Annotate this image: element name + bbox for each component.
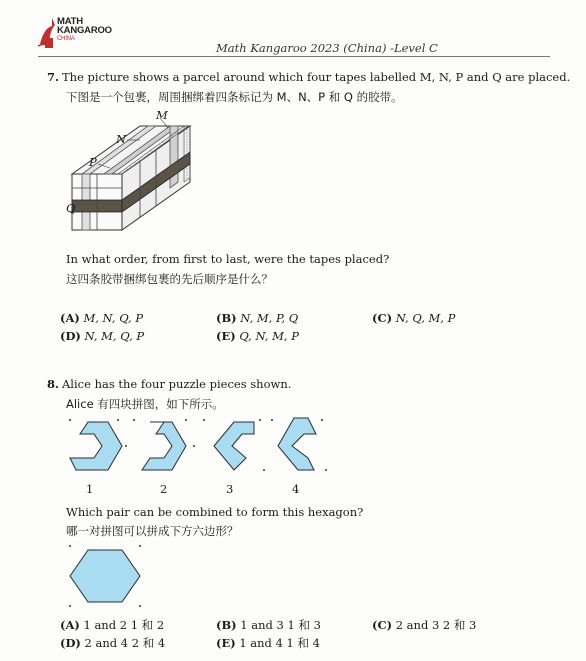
q7-option-c[interactable] bbox=[372, 311, 455, 325]
q8-question-zh: 哪一对拼图可以拼成下方六边形？ bbox=[66, 524, 239, 538]
q7-option-b[interactable] bbox=[216, 311, 298, 325]
option-letter: (B) bbox=[216, 311, 237, 325]
option-letter: (A) bbox=[60, 618, 80, 632]
q7-option-e[interactable] bbox=[216, 329, 299, 343]
q8-number: 8. bbox=[47, 377, 60, 391]
option-text: 1 and 2 1 和 2 bbox=[83, 618, 165, 632]
option-text: N, M, P, Q bbox=[240, 311, 299, 325]
parcel-figure bbox=[60, 108, 200, 236]
option-letter: (D) bbox=[60, 329, 81, 343]
q7-number: 7. bbox=[47, 70, 60, 84]
logo-line-1: MATH bbox=[57, 16, 83, 27]
logo-line-2: KANGAROO bbox=[57, 25, 112, 36]
option-text: 2 and 3 2 和 3 bbox=[395, 618, 477, 632]
puzzle-piece-4 bbox=[278, 418, 316, 470]
logo-line-3: CHINA bbox=[57, 36, 75, 42]
option-letter: (C) bbox=[372, 618, 393, 632]
q8-text-en: Alice has the four puzzle pieces shown. bbox=[62, 377, 292, 391]
q8-option-c[interactable] bbox=[372, 617, 476, 633]
logo-wordmark bbox=[57, 17, 112, 44]
option-text: 1 and 3 1 和 3 bbox=[240, 618, 321, 632]
option-text: 2 and 4 2 和 4 bbox=[84, 636, 166, 650]
q7-option-d[interactable] bbox=[60, 329, 144, 343]
option-letter: (A) bbox=[60, 311, 80, 325]
option-letter: (D) bbox=[60, 636, 81, 650]
option-letter: (E) bbox=[216, 329, 236, 343]
header-rule bbox=[38, 56, 550, 57]
label-q: Q bbox=[66, 201, 76, 215]
piece-label-3: 3 bbox=[226, 482, 234, 496]
q7-option-a[interactable] bbox=[60, 311, 143, 325]
label-p: P bbox=[89, 155, 97, 169]
option-text: 1 and 4 1 和 4 bbox=[239, 636, 320, 650]
option-text: M, N, Q, P bbox=[83, 311, 144, 325]
option-text: N, Q, M, P bbox=[395, 311, 456, 325]
option-text: Q, N, M, P bbox=[239, 329, 299, 343]
puzzle-piece-2 bbox=[142, 422, 186, 470]
q7-text-zh: 下图是一个包裹，周围捆绑着四条标记为 M、N、P 和 Q 的胶带。 bbox=[66, 90, 403, 104]
page-header-title: Math Kangaroo 2023 (China) -Level C bbox=[216, 41, 438, 55]
q8-option-e[interactable] bbox=[216, 635, 320, 651]
hexagon-figure bbox=[64, 540, 150, 610]
q8-option-a[interactable] bbox=[60, 617, 164, 633]
label-m: M bbox=[156, 108, 168, 122]
option-text: N, M, Q, P bbox=[84, 329, 145, 343]
q7-question-zh: 这四条胶带捆绑包裹的先后顺序是什么？ bbox=[66, 272, 273, 286]
puzzle-piece-1 bbox=[70, 422, 122, 470]
target-hexagon bbox=[70, 550, 140, 602]
q8-question-en: Which pair can be combined to form this hexagon? bbox=[66, 505, 364, 519]
q7-question-en: In what order, from first to last, were the tapes placed? bbox=[66, 252, 390, 266]
option-letter: (E) bbox=[216, 636, 236, 650]
option-letter: (C) bbox=[372, 311, 393, 325]
q7-text-en: The picture shows a parcel around which four tapes labelled M, N, P and Q are placed. bbox=[62, 70, 571, 84]
puzzle-piece-3 bbox=[214, 422, 254, 470]
label-n: N bbox=[116, 132, 127, 146]
q8-option-b[interactable] bbox=[216, 617, 321, 633]
q8-text-zh: Alice 有四块拼图，如下所示。 bbox=[66, 397, 224, 411]
puzzle-pieces-figure bbox=[64, 412, 334, 490]
piece-label-4: 4 bbox=[292, 482, 300, 496]
piece-label-2: 2 bbox=[160, 482, 168, 496]
piece-label-1: 1 bbox=[86, 482, 94, 496]
q8-option-d[interactable] bbox=[60, 635, 165, 651]
option-letter: (B) bbox=[216, 618, 237, 632]
